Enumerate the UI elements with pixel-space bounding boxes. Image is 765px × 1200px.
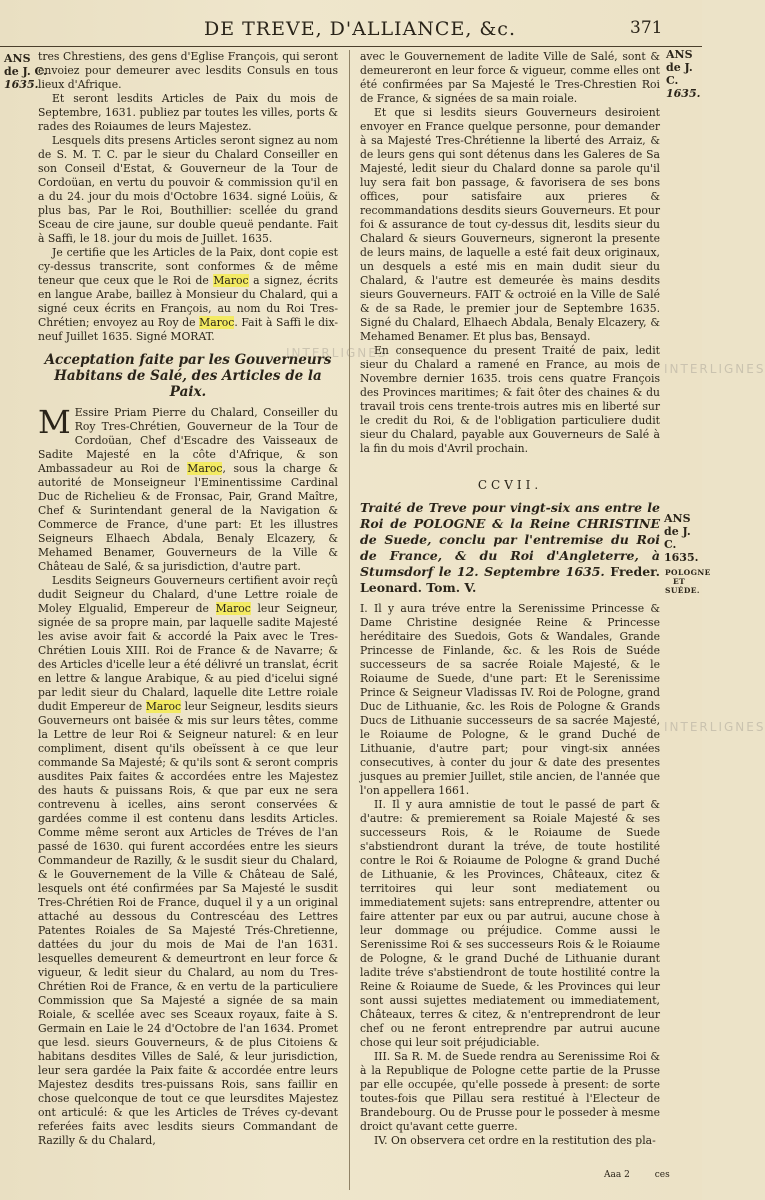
treaty-title-text: Traité de Treve pour vingt-six ans entre le Roi de POLOGNE & la Reine CHRISTINE de Suede, conclu par l'entremise du Roi de France, & du Roi d'Angleterre, à Stumsdorf le 12. Septembre 1635. (360, 500, 660, 579)
left-column (38, 50, 338, 1192)
text-run: Je certifie que les Articles de la Paix, dont copie est cy-dessus transcrite, sont conformes & de même teneur que ceux que le Roi de (38, 246, 338, 287)
margin-note-line: POLOGNE (665, 568, 711, 577)
section-heading: Acceptation faite par les Gouverneurs Habitans de Salé, des Articles de la Paix. (44, 352, 332, 400)
chapter-number: CCVII. (477, 478, 543, 492)
interlignes-stamp: INTERLIGNES (664, 720, 765, 734)
margin-note-subject (665, 568, 711, 595)
running-title: DE TREVE, D'ALLIANCE, &c. (203, 18, 516, 40)
highlighted-term: Maroc (145, 700, 182, 713)
text-run: Essire Priam Pierre du Chalard, Conseiller du Roy Tres-Chrétien, Gouverneur de la Tour de Cordoüan, Chef d'Escadre des Vaisseaux de Sadite Majesté en la côte d'Afrique, & son Ambassadeur au Roi de (38, 406, 338, 475)
margin-note-line: 1635. (664, 551, 699, 564)
right-column (360, 50, 660, 1192)
margin-note-year-right-top (666, 48, 702, 100)
highlighted-term: Maroc (187, 462, 223, 475)
paragraph: avec le Gouvernement de ladite Ville de Salé, sont & demeureront en leur force & vigueur, comme elles ont été confirmées par Sa Majesté le Tres-Chrestien Roi de France, & signées de sa main roiale. (360, 50, 660, 105)
page-number: 371 (630, 18, 663, 38)
margin-note-line: 1635. (4, 78, 39, 91)
treaty-title (360, 500, 660, 596)
header-rule (0, 46, 702, 47)
margin-note-line: de J. C. (4, 65, 47, 78)
margin-note-line: ANS (4, 52, 31, 65)
text-run: a signez, écrits en langue Arabe, baillez à Monsieur du Chalard, qui a signé ceux écrits en François, au nom du Roi Tres-Chrétien; envoyez au Roy de (38, 274, 338, 329)
margin-note-year-right-mid (664, 512, 702, 564)
margin-note-line: ANS (666, 48, 693, 61)
catchword: ces (654, 1170, 670, 1180)
signature-mark: Aaa 2 (604, 1170, 630, 1180)
paragraph: Et que si lesdits sieurs Gouverneurs desiroient envoyer en France quelque personne, pour demander à sa Majesté Tres-Chrétienne la liberté des Arraiz, & de leurs gens qui sont détenus dans les Galeres de Sa Majesté, ledit sieur du Chalard donne sa parole qu'il luy sera fait bon passage, & favorisera de ses bons offices, pour satisfaire aux prieres & recommandations desdits sieurs Gouverneurs. Et pour foi & assurance de tout cy-dessus dit, lesdits sieur du Chalard & sieurs Gouverneurs, signeront la presente de leurs mains, de laquelle a esté fait deux originaux, un desquels a esté mis en main dudit sieur du Chalard, & l'autre est demeurée ès mains desdits sieurs Gouverneurs. FAIT & octroié en la Ville de Salé & de sa Rade, le premier jour de Septembre 1635. Signé du Chalard, Elhaech Abdala, Benaly Elcazery, & Mehamed Benamer. Et plus bas, Bensayd. (360, 106, 660, 343)
text-run: leur Seigneur, signée de sa propre main, par laquelle sadite Majesté les avise avoir fait & accordé la Paix avec le Tres-Chrétien Louis XIII. Roi de France & de Navarre; & des Articles d'icelle leur a été délivré un translat, écrit en lettre & langue Arabique, & au pied d'icelui signé par ledit sieur du Chalard, laquelle dite Lettre roiale dudit Empereur de (38, 602, 338, 713)
margin-note-line: ANS (664, 512, 691, 525)
paragraph: Et seront lesdits Articles de Paix du mois de Septembre, 1631. publiez par toutes les villes, ports & rades des Roiaumes de leurs Majestez. (38, 92, 338, 133)
margin-note-line: ET (673, 577, 686, 586)
text-run: , sous la charge & autorité de Monseigneur l'Eminentissime Cardinal Duc de Richelieu & de Fronsac, Pair, Grand Maître, Chef & Surintendant general de la Navigation & Commerce de France, d'une part: Et les illustres Seigneurs Elhaech Abdala, Benaly Elcazery, & Mehamed Benamer, Gouverneurs de la Ville & Château de Salé, & sa jurisdiction, d'autre part. (38, 462, 338, 573)
text-run: leur Seigneur, lesdits sieurs Gouverneurs ont baisée & mis sur leurs têtes, comme la Lettre de leur Roi & Seigneur naturel: & en leur compliment, disent qu'ils obeïssent à ce que leur commande Sa Majesté; & qu'ils sont & seront compris ausdites Paix faites & accordées entre les Majestez des hauts & puissans Rois, & que par eux ne sera contrevenu à icelles, ains seront conservées & gardées comme il est contenu dans lesdits Articles. Comme même seront aux Articles de Tréves de l'an passé de 1630. qui furent accordées entre les sieurs Commandeur de Razilly, & le susdit sieur du Chalard, & le Gouvernement de la Ville & Château de Salé, lesquels ont été confirmées par Sa Majesté le susdit Tres-Chrétien Roi de France, duquel il y a un original attaché au dessous du Contrescéau des Lettres Patentes Roiales de Sa Majesté Trés-Chretienne, dattées du jour du mois de Mai de l'an 1631. lesquelles demeurent & demeurtront en leur force & vigueur, & ledit sieur du Chalard, au nom du Tres-Chrétien Roi de France, & en vertu de la particuliere Commission que Sa Majesté a signée de sa main Roiale, & scellée avec ses Sceaux royaux, faite à S. Germain en Laie le 24 d'Octobre de l'an 1634. Promet que lesd. sieurs Gouverneurs, & de plus Citoiens & habitans desdites Villes de Salé, & leur jurisdiction, leur sera gardée la Paix faite & accordée entre leurs Majestez desdits tres-puissans Rois, sans faillir en chose quelconque de tout ce que leursdites Majestez ont articulé: & que les Articles de Tréves cy-devant referées faits avec lesdits sieurs Commandant de Razilly & du Chalard, (38, 700, 338, 1147)
highlighted-term: Maroc (215, 602, 251, 615)
paragraph-acceptance (38, 403, 338, 574)
article-3: III. Sa R. M. de Suede rendra au Serenissime Roi & à la Republique de Pologne cette partie de la Prusse par elle occupée, qu'elle possede à present: de sorte toutes-fois que Pillau sera restitué à l'Electeur de Brandebourg. Ou de Prusse pour le posseder à mesme droict qu'avant cette guerre. (360, 1050, 660, 1133)
highlighted-term: Maroc (199, 316, 235, 329)
margin-note-line: de J. C. (666, 61, 693, 87)
text-run: Lesdits Seigneurs Gouverneurs certifient avoir reçû dudit Seigneur du Chalard, d'une Lettre roiale de Moley Elgualid, Empereur de (38, 574, 338, 615)
column-divider (349, 50, 350, 1190)
article-2: II. Il y aura amnistie de tout le passé de part & d'autre: & premierement sa Roiale Majesté & ses successeurs Rois, & le Roiaume de Suede s'abstiendront durant la tréve, de toute hostilité contre le Roi & Roiaume de Pologne & grand Duché de Lithuanie, & les Provinces, Châteaux, citez & territoires qui leur sont mediatement ou immediatement sujets: sans entreprendre, attenter ou faire attenter par eux ou par autrui, aucune chose à leur dommage ou préjudice. Comme aussi le Serenissime Roi & ses successeurs Rois & le Roiaume de Pologne, & le grand Duché de Lithuanie durant ladite tréve s'abstiendront de toute hostilité contre la Reine & Roiaume de Suede, & les Provinces qui leur sont aussi sujettes mediatement ou immediatement, Châteaux, terres & citez, & n'entreprendront de leur chef ou ne feront entreprendre par autrui aucune chose qui leur soit préjudiciable. (360, 798, 660, 1049)
margin-note-line: SUÉDE. (665, 586, 700, 595)
treaty-source: Freder. Leonard. Tom. V. (360, 564, 660, 595)
margin-note-line: 1635. (666, 87, 701, 100)
article-1: I. Il y aura tréve entre la Serenissime Princesse & Dame Christine designée Reine & Princesse heréditaire des Suedois, Gots & Wandales, Grande Princesse de Finlande, &c. & les Rois de Suéde successeurs de sa sacrée Roiale Majesté, & le Roiaume de Suede, d'une part: Et le Serenissime Prince & Seigneur Vladissas IV. Roi de Pologne, grand Duc de Lithuanie, &c. les Rois de Pologne & Grands Ducs de Lithuanie successeurs de sa sacrée Majesté, le Roiaume de Pologne, & le grand Duché de Lithuanie, d'autre part; pour vingt-six années consecutives, à conter du jour & date des presentes jusques au premier Juillet, stile ancien, de l'année que l'on appellera 1661. (360, 602, 660, 797)
text-run: . Fait à Saffi le dix-neuf Juillet 1635. Signé MORAT. (38, 316, 338, 343)
page-footer (604, 1170, 670, 1180)
interlignes-stamp: INTERLIGNES (664, 362, 765, 376)
paragraph: Lesquels dits presens Articles seront signez au nom de S. M. T. C. par le sieur du Chalard Conseiller en son Conseil d'Estat, & Gouverneur de la Tour de Cordoüan, en vertu du pouvoir & commission qu'il en a du 24. jour du mois d'Octobre 1634. signé Loüis, & plus bas, Par le Roi, Bouthillier: scellée du grand Sceau de cire jaune, sur double queuë pendante. Fait à Saffi, le 18. jour du mois de Juillet. 1635. (38, 134, 338, 245)
page-header (0, 0, 702, 48)
interlignes-stamp: INTERLIGNES (286, 346, 388, 360)
margin-note-line: de J. C. (664, 525, 691, 551)
paragraph-certificate (38, 246, 338, 344)
paragraph: tres Chrestiens, des gens d'Eglise François, qui seront envoiez pour demeurer avec lesdits Consuls en tous lieux d'Afrique. (38, 50, 338, 91)
drop-cap: M (38, 403, 71, 441)
paragraph: En consequence du present Traité de paix, ledit sieur du Chalard a ramené en France, au mois de Novembre dernier 1635. trois cens quatre François des Provinces maritimes; & fait ôter des chaines & du travail trois cens trente-trois autres mis en liberté sur le credit du Roi, & de l'obligation particuliere dudit sieur du Chalard, payable aux Gouverneurs de Salé à la fin du mois d'Avril prochain. (360, 344, 660, 455)
article-4: IV. On observera cet ordre en la restitution des pla- (374, 1134, 656, 1147)
paragraph-certification (38, 574, 338, 1148)
highlighted-term: Maroc (213, 274, 249, 287)
